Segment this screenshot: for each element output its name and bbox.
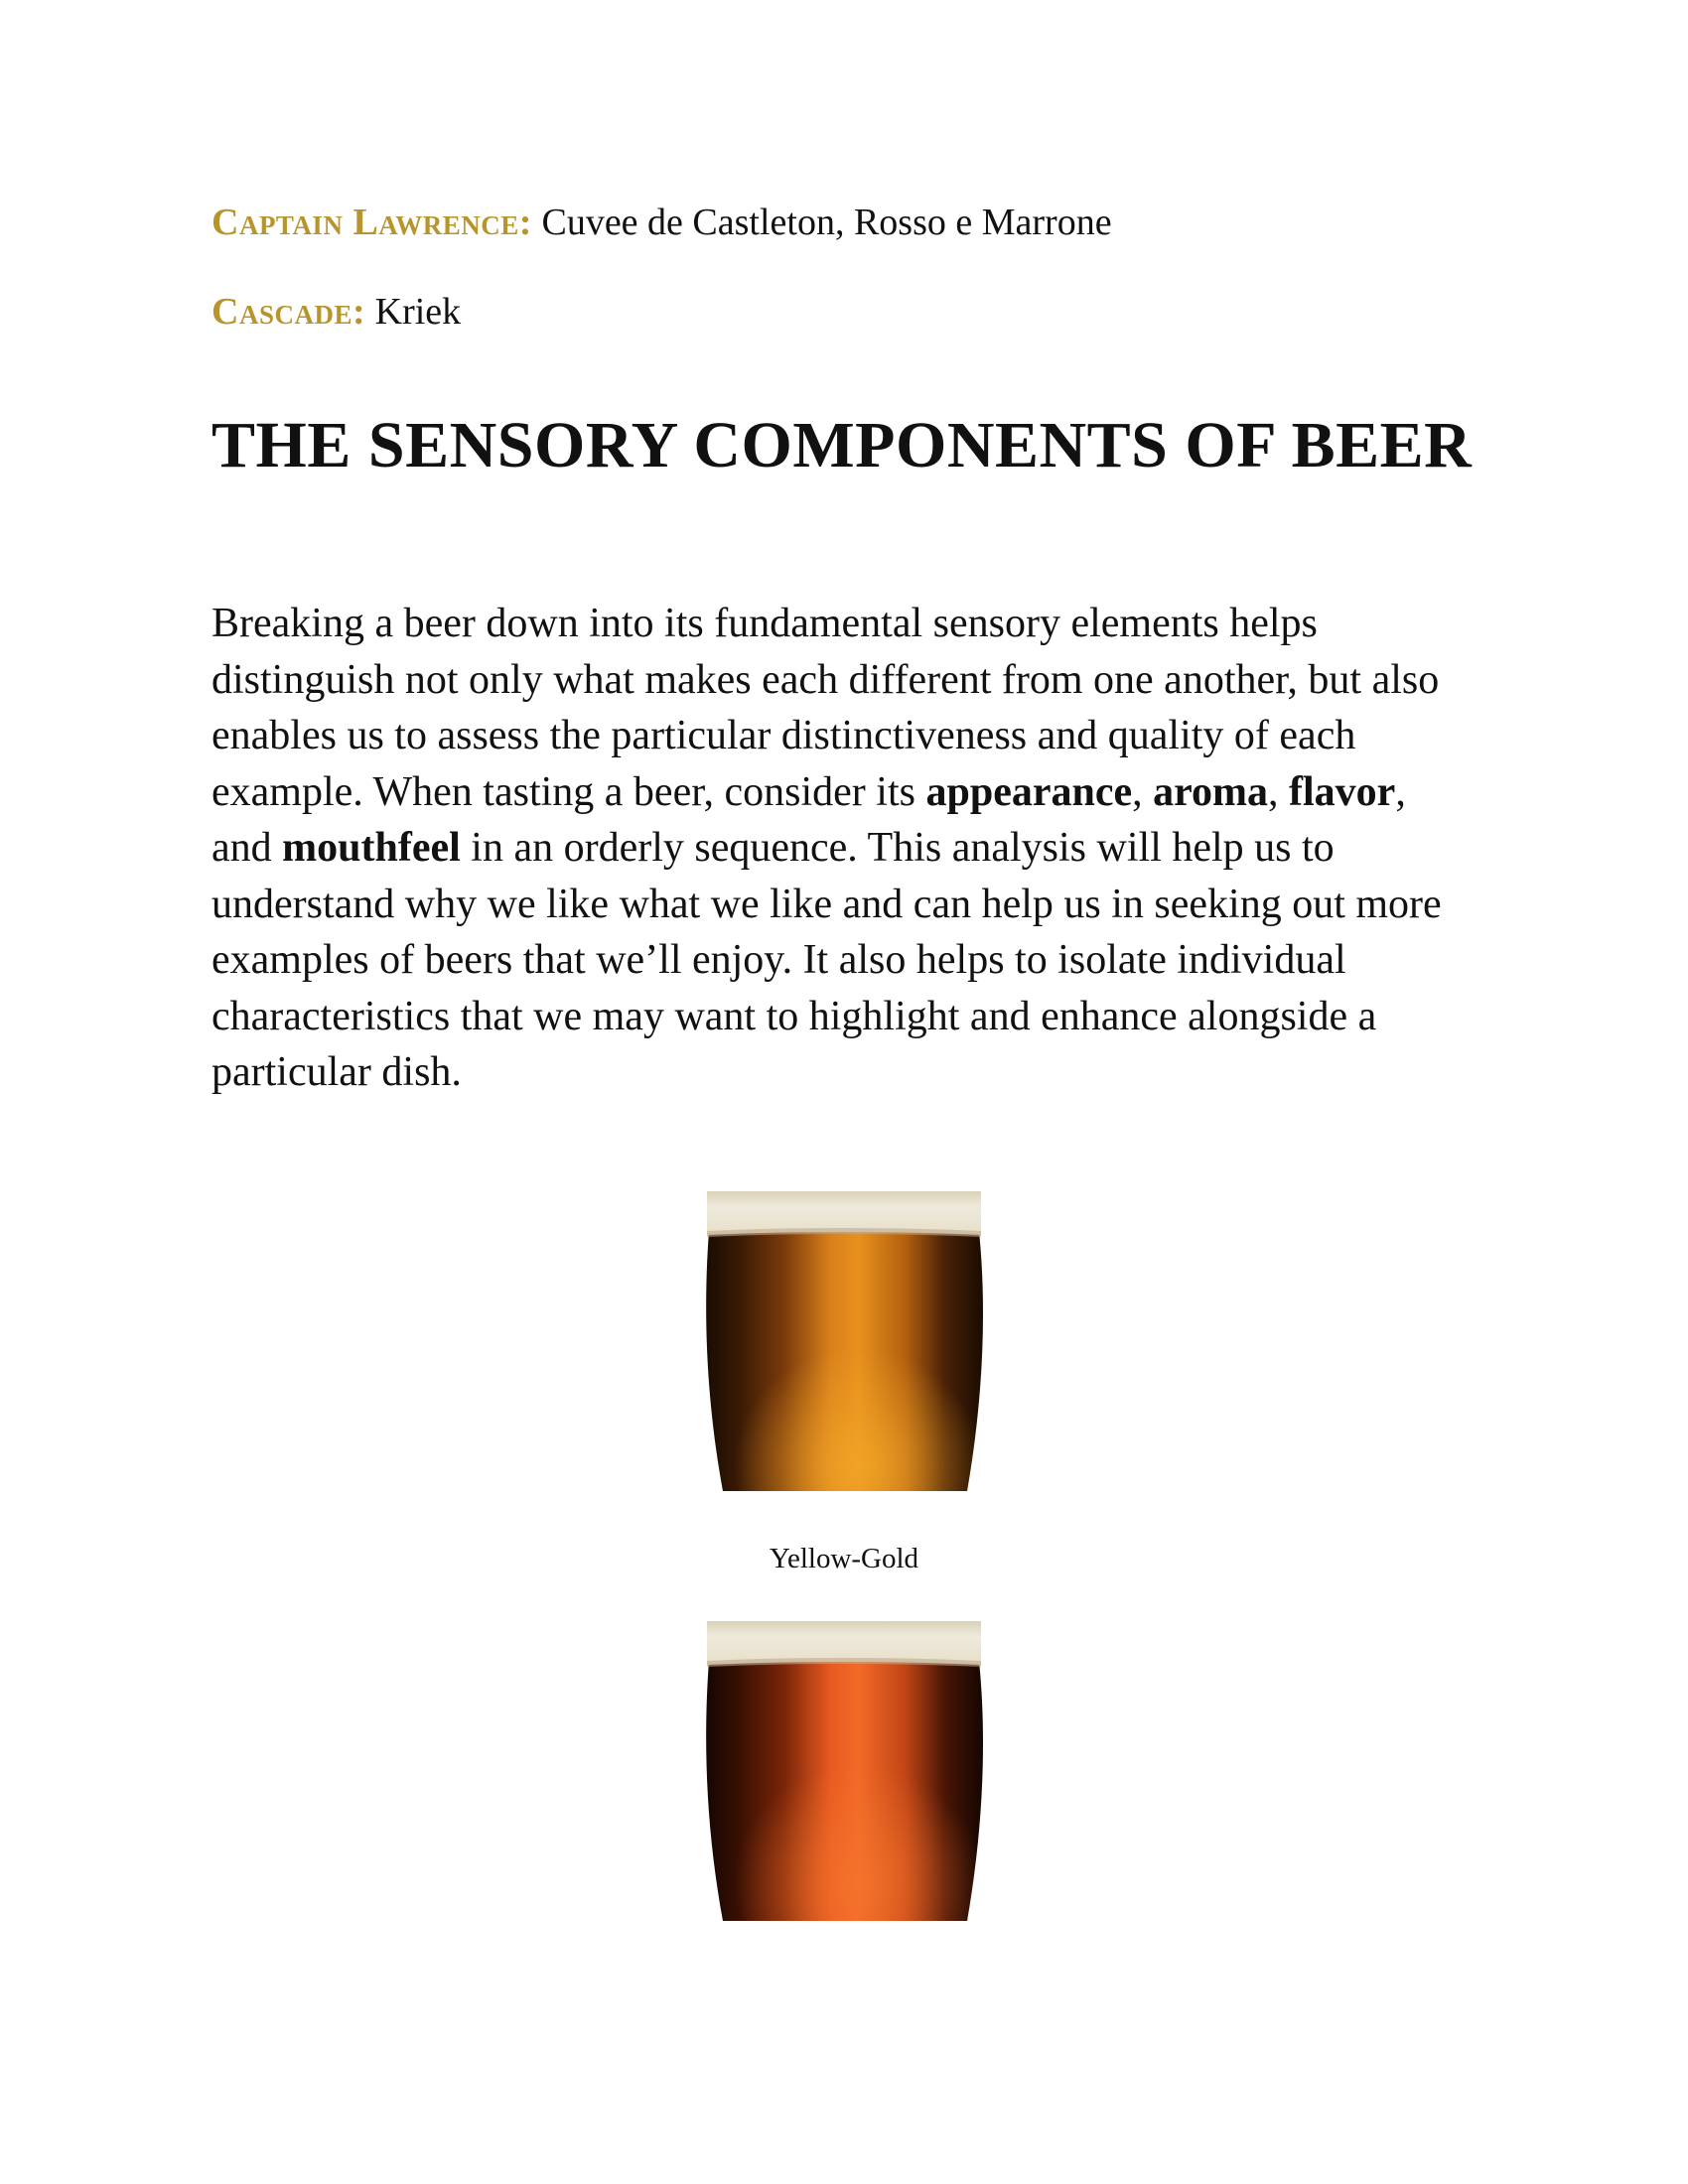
brewery-beers: Cuvee de Castleton, Rosso e Marrone — [541, 202, 1112, 243]
brewery-name: Captain Lawrence: — [211, 202, 532, 243]
beer-glass-graphic — [703, 1191, 985, 1491]
brewery-beers: Kriek — [374, 291, 462, 333]
term-mouthfeel: mouthfeel — [282, 825, 461, 871]
paragraph-separator: , and — [211, 768, 1406, 871]
brewery-listing — [211, 199, 1112, 246]
glass-caption: Yellow-Gold — [769, 1543, 919, 1574]
beer-glass-image — [703, 1191, 985, 1491]
beer-glass-image — [703, 1621, 985, 1921]
term-flavor: flavor — [1289, 768, 1396, 815]
document-page — [211, 0, 1482, 2184]
brewery-name: Cascade: — [211, 291, 366, 333]
brewery-listing — [211, 288, 461, 336]
beer-glass-graphic — [703, 1621, 985, 1921]
paragraph-separator: , — [1132, 768, 1154, 815]
term-appearance: appearance — [925, 768, 1133, 815]
paragraph-text: Breaking a beer down into its fundamental sensory elements helps distinguish not only what makes each different from one another, but also enables us to assess the particular distinctiveness and quality of each example. When tasting a beer, consider its — [211, 601, 1440, 815]
term-aroma: aroma — [1153, 768, 1269, 815]
section-heading: THE SENSORY COMPONENTS OF BEER — [211, 409, 1473, 481]
section-paragraph — [211, 596, 1473, 1101]
paragraph-text: in an orderly sequence. This analysis will help us to understand why we like what we like and can help us in seeking out more examples of beers that we’ll enjoy. It also helps to isolate individual characteristics that we may want to highlight and enhance alongside a particular dish. — [211, 825, 1442, 1095]
paragraph-separator: , — [1268, 768, 1290, 815]
